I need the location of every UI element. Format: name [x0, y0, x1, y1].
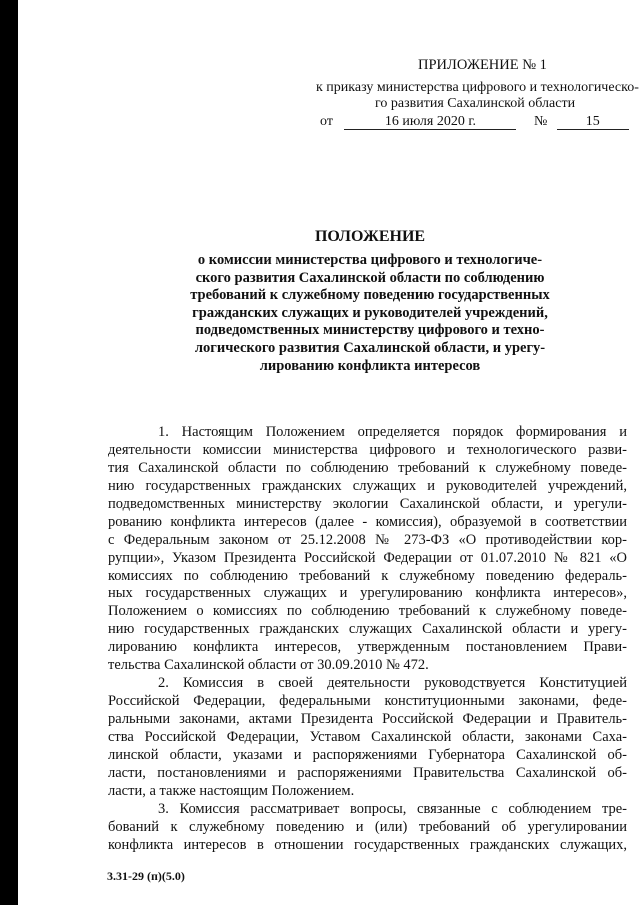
- body-line: тельства Сахалинской области от 30.09.2010 № 472.: [108, 657, 429, 674]
- body-line: конфликта интересов в отношении государственных гражданских служащих,: [108, 836, 627, 853]
- order-date-line: [320, 114, 629, 130]
- body-line: нию государственных гражданских служащих и руководителей учреждений,: [108, 477, 627, 494]
- subtitle-line: ского развития Сахалинской области по соблюдению: [195, 269, 545, 286]
- body-line: рованию конфликта интересов (далее - комиссия), образуемой в соответствии: [108, 513, 627, 530]
- body-line: ных государственных служащих и урегулированию конфликта интересов»,: [108, 585, 627, 602]
- body-line: Российской Федерации, федеральными конституционными законами, феде-: [108, 693, 627, 710]
- document-body: [108, 424, 627, 855]
- body-line: линской области, указами и распоряжениями Губернатора Сахалинской об-: [108, 746, 627, 763]
- body-line: деятельности комиссии министерства цифрового и технологического разви-: [108, 441, 627, 458]
- subtitle-line: подведомственных министерству цифрового и техно-: [195, 322, 545, 339]
- scan-edge: [0, 0, 18, 905]
- body-line: ласти, а также настоящим Положением.: [108, 782, 355, 799]
- document-subtitle: [170, 252, 570, 375]
- body-line: ласти, постановлениями и распоряжениями Правительства Сахалинской об-: [108, 764, 627, 781]
- body-line: тия Сахалинской области по соблюдению требований к служебному поведе-: [108, 459, 627, 476]
- body-line: 1. Настоящим Положением определяется порядок формирования и: [158, 424, 627, 440]
- from-label: от: [320, 114, 333, 129]
- number-label: №: [533, 114, 548, 129]
- body-line: рупции», Указом Президента Российской Федерации от 01.07.2010 № 821 «О: [108, 549, 627, 566]
- subtitle-line: о комиссии министерства цифрового и технологиче-: [197, 252, 543, 268]
- body-line: 2. Комиссия в своей деятельности руководствуется Конституцией: [158, 675, 627, 692]
- body-line: с Федеральным законом от 25.12.2008 № 273-ФЗ «О противодействии кор-: [108, 531, 627, 548]
- body-line: комиссиях по соблюдению требований к служебному поведению федераль-: [108, 567, 627, 584]
- footer-code: 3.31-29 (п)(5.0): [107, 869, 185, 883]
- subtitle-line: логического развития Сахалинской области, и урегу-: [194, 339, 546, 356]
- body-line: бований к служебному поведению и (или) требований об урегулировании: [108, 818, 627, 835]
- body-line: лированию конфликта интересов, утвержденным постановлением Прави-: [108, 639, 627, 656]
- order-line-2: го развития Сахалинской области: [375, 96, 576, 111]
- body-line: 3. Комиссия рассматривает вопросы, связанные с соблюдением тре-: [158, 800, 627, 817]
- document-title: ПОЛОЖЕНИЕ: [314, 228, 426, 245]
- order-number: 15: [557, 115, 629, 130]
- subtitle-line: лированию конфликта интересов: [259, 357, 481, 374]
- body-line: ральными законами, актами Президента Российской Федерации и Правитель-: [108, 711, 627, 727]
- body-line: подведомственных министерству экологии Сахалинской области, и урегули-: [108, 495, 627, 512]
- subtitle-line: гражданских служащих и руководителей учреждений,: [192, 304, 548, 321]
- subtitle-line: требований к служебному поведению государственных: [190, 287, 550, 304]
- body-line: Положением о комиссиях по соблюдению требований к служебному поведе-: [108, 603, 627, 620]
- order-line-1: к приказу министерства цифрового и технологическо-: [316, 80, 639, 95]
- body-line: нию государственных гражданских служащих Сахалинской области и урегу-: [108, 621, 627, 638]
- order-date: 16 июля 2020 г.: [344, 115, 516, 130]
- body-line: ства Российской Федерации, Уставом Сахалинской области, законами Саха-: [108, 728, 627, 745]
- appendix-label: ПРИЛОЖЕНИЕ № 1: [418, 57, 547, 73]
